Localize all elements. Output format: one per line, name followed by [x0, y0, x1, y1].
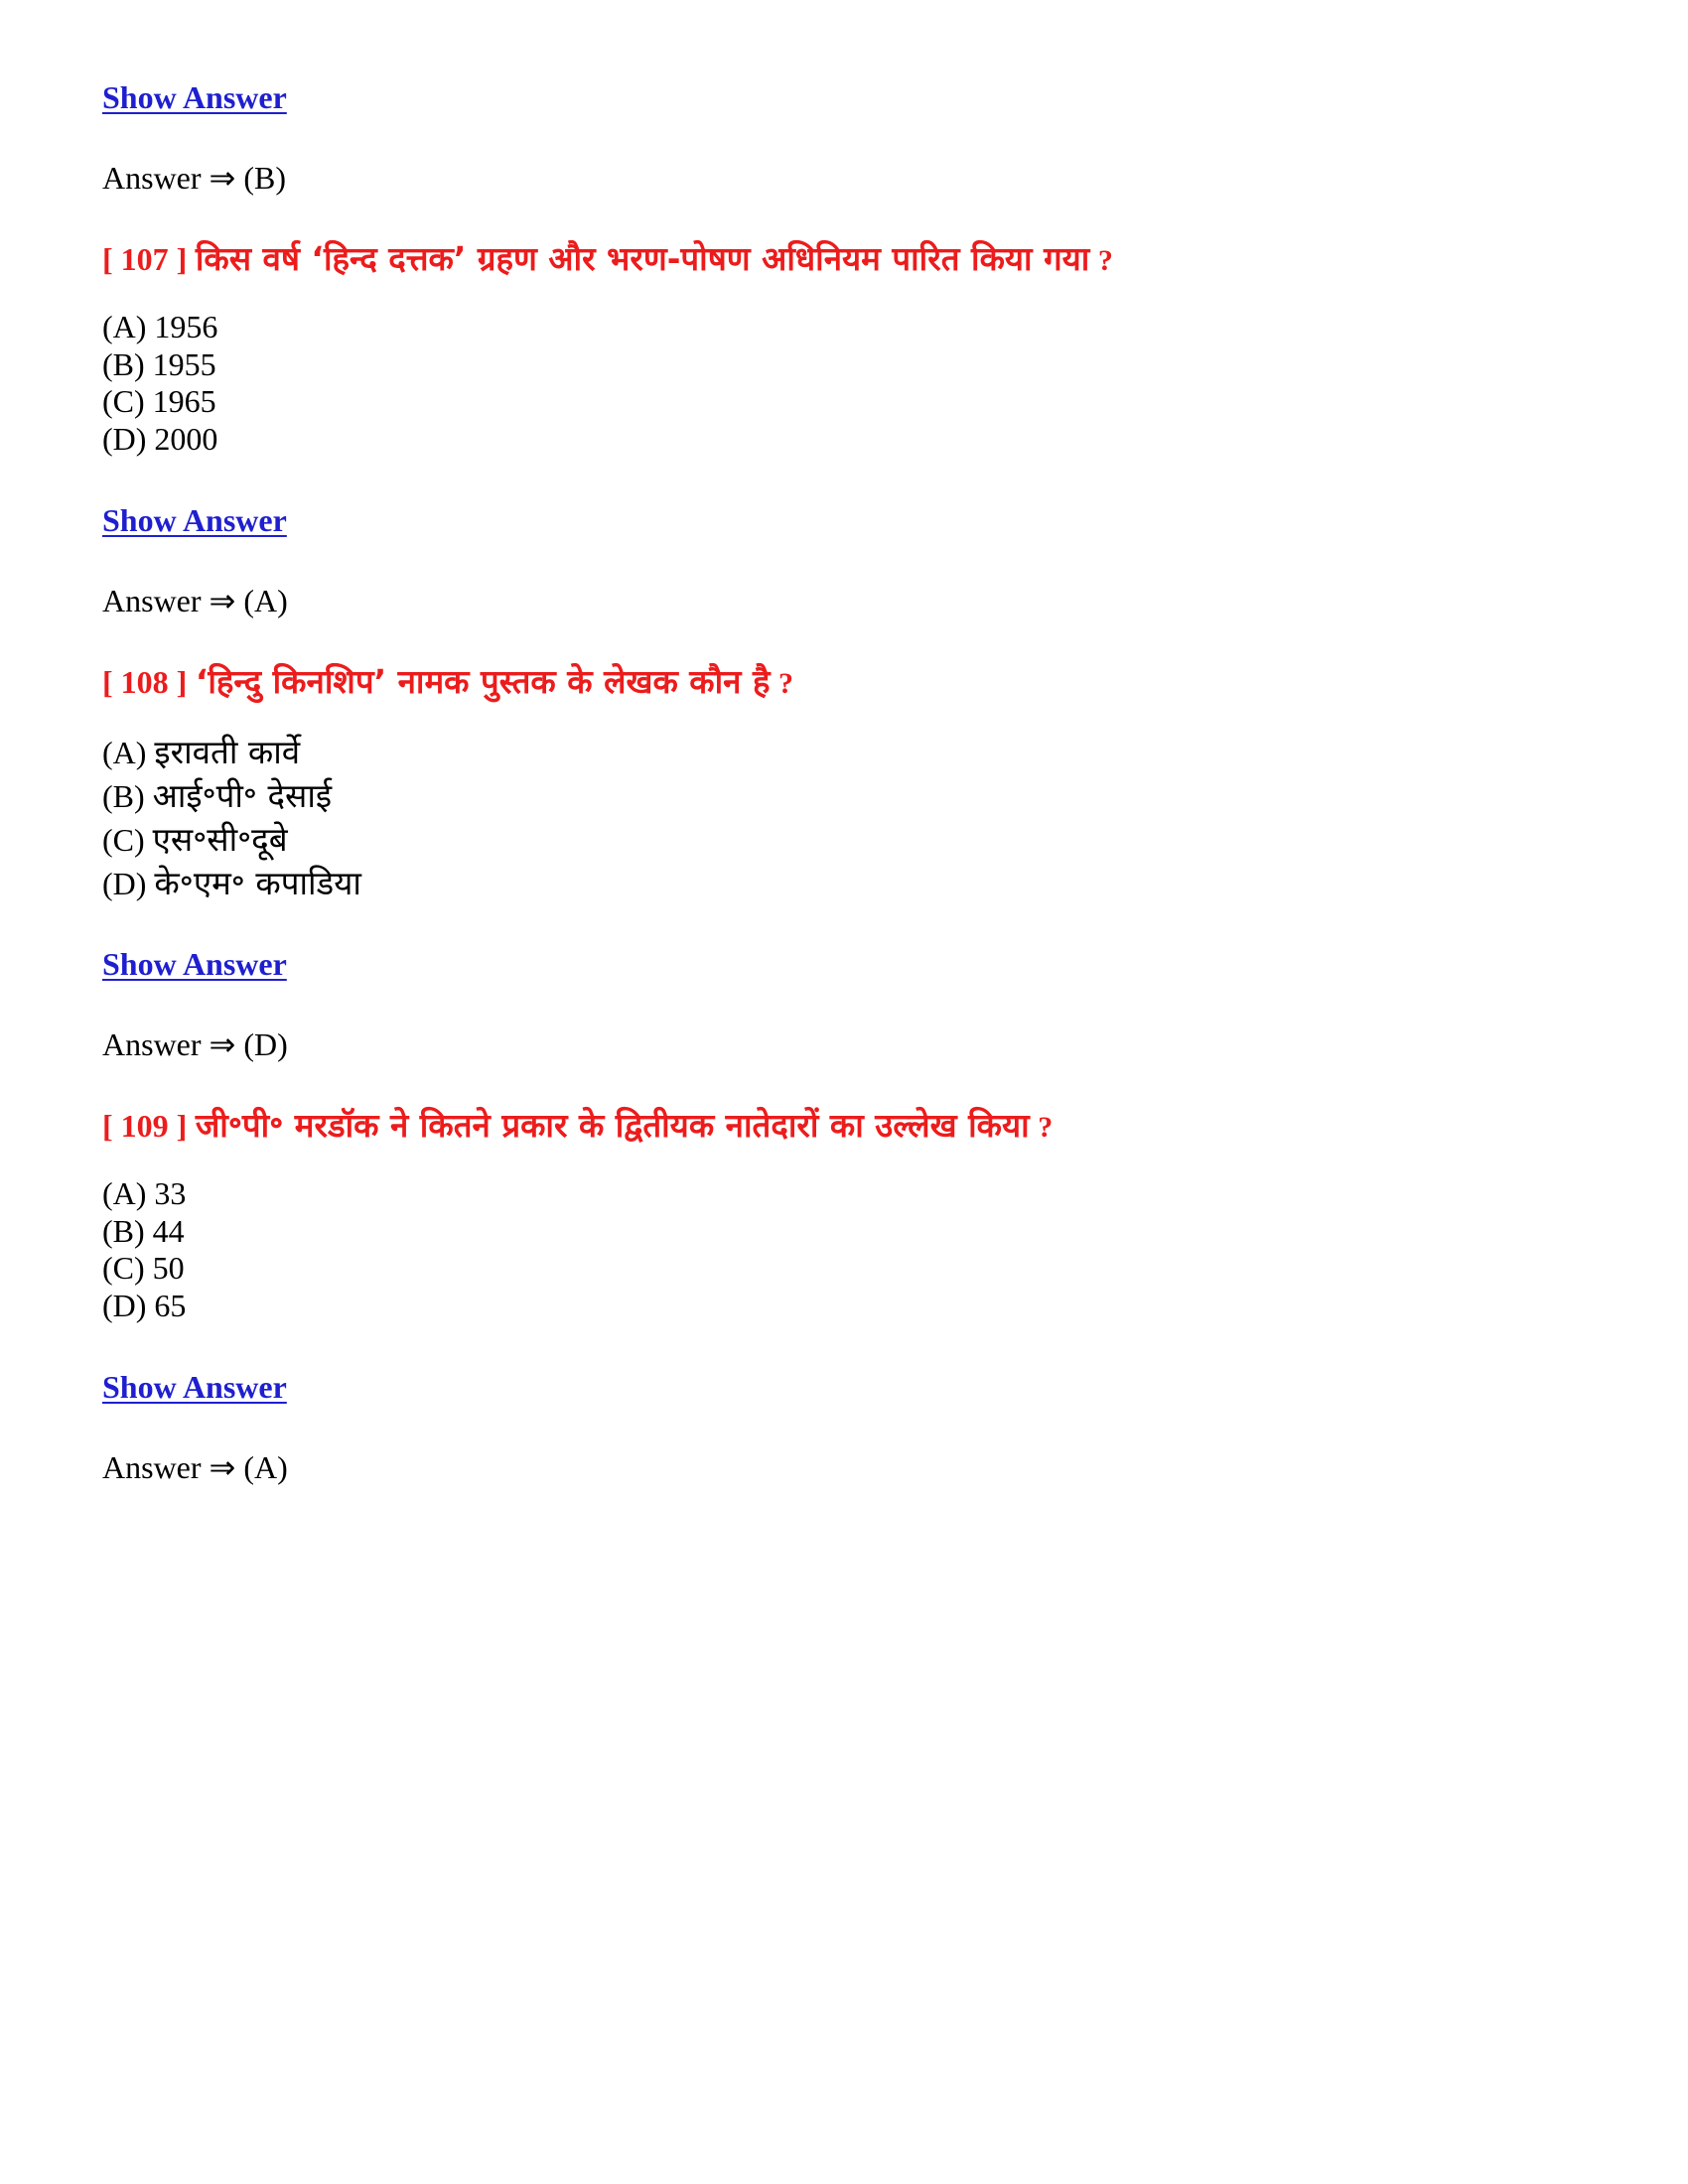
question-107 — [102, 235, 1113, 280]
question-text: ‘हिन्दु किनशिप’ नामक पुस्तक के लेखक कौन है — [195, 662, 771, 701]
question-mark: ? — [778, 667, 793, 700]
option-d: (D) 2000 — [102, 420, 218, 457]
question-text: जी॰पी॰ मरडॉक ने कितने प्रकार के द्वितीयक नातेदारों का उल्लेख किया — [195, 1106, 1030, 1145]
show-answer-link[interactable]: Show Answer — [102, 502, 287, 538]
question-number: [ 109 ] — [102, 1108, 188, 1144]
option-c: (C) एस॰सी॰दूबे — [102, 820, 288, 859]
option-a: (A) 33 — [102, 1175, 187, 1211]
question-mark: ? — [1097, 244, 1113, 277]
question-109 — [102, 1102, 1053, 1147]
option-d: (D) के॰एम॰ कपाडिया — [102, 864, 361, 902]
option-b: (B) 44 — [102, 1212, 185, 1249]
option-a: (A) 1956 — [102, 309, 218, 344]
option-b: (B) 1955 — [102, 345, 216, 382]
answer-text: Answer ⇒ (B) — [102, 160, 286, 196]
question-number: [ 107 ] — [102, 241, 188, 277]
options-list-107 — [102, 309, 217, 458]
options-list-109 — [102, 1175, 186, 1324]
option-b: (B) आई॰पी॰ देसाई — [102, 776, 333, 815]
option-d: (D) 65 — [102, 1287, 187, 1323]
option-c: (C) 1965 — [102, 383, 216, 419]
question-mark: ? — [1038, 1111, 1054, 1144]
show-answer-link[interactable]: Show Answer — [102, 79, 287, 115]
answer-text: Answer ⇒ (A) — [102, 583, 288, 618]
question-number: [ 108 ] — [102, 664, 188, 700]
show-answer-link[interactable]: Show Answer — [102, 1369, 287, 1405]
options-list-108 — [102, 731, 361, 905]
option-c: (C) 50 — [102, 1250, 185, 1286]
answer-text: Answer ⇒ (A) — [102, 1449, 288, 1485]
question-text: किस वर्ष ‘हिन्द दत्तक’ ग्रहण और भरण-पोषण अधिनियम पारित किया गया — [195, 239, 1090, 278]
show-answer-link[interactable]: Show Answer — [102, 946, 287, 982]
question-108 — [102, 658, 793, 703]
option-a: (A) इरावती कार्वे — [102, 733, 301, 771]
answer-text: Answer ⇒ (D) — [102, 1026, 288, 1062]
